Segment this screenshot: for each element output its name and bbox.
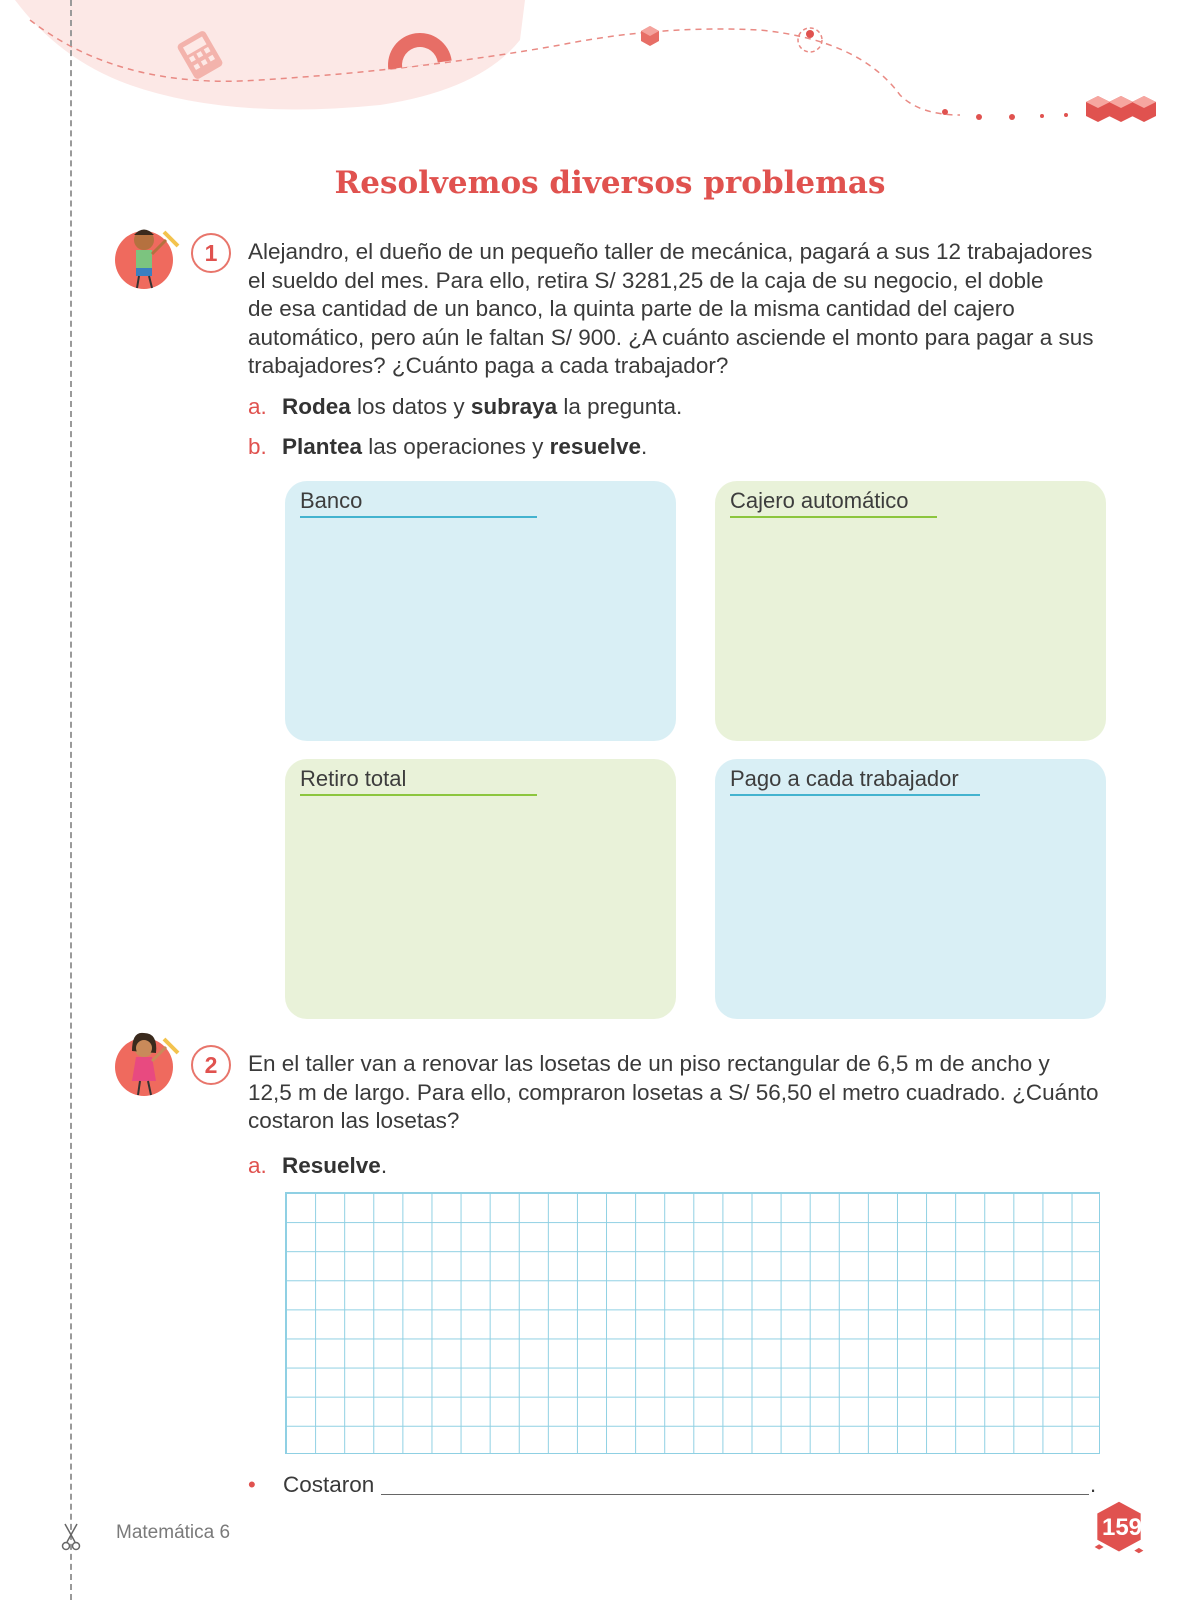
item-text: los datos y bbox=[350, 394, 471, 419]
item-text: . bbox=[380, 1153, 388, 1178]
box-label: Cajero automático bbox=[730, 488, 937, 518]
box-label: Banco bbox=[300, 488, 537, 518]
header-decoration bbox=[0, 0, 1193, 130]
page-number: 159 bbox=[1101, 1514, 1143, 1541]
item-verb: Plantea bbox=[282, 434, 363, 459]
work-grid[interactable] bbox=[285, 1192, 1100, 1454]
item-text: la pregunta. bbox=[557, 394, 683, 419]
scissors-icon bbox=[60, 1522, 82, 1552]
problem-1-item-a bbox=[248, 394, 682, 420]
cube-icon bbox=[641, 26, 659, 46]
student-boy-icon bbox=[112, 218, 190, 292]
problem-1-line: de esa cantidad de un banco, la quinta parte de la misma cantidad del cajero bbox=[248, 296, 1015, 321]
student-girl-icon bbox=[112, 1025, 190, 1099]
item-letter: a. bbox=[248, 1153, 267, 1178]
problem-2-line: En el taller van a renovar las losetas de un piso rectangular de 6,5 m de ancho y bbox=[248, 1051, 1050, 1076]
problem-1-line: el sueldo del mes. Para ello, retira S/ 3281,25 de la caja de su negocio, el doble bbox=[248, 267, 1044, 293]
answer-costaron bbox=[248, 1472, 374, 1498]
box-label: Pago a cada trabajador bbox=[730, 766, 980, 796]
problem-1-line: trabajadores? ¿Cuánto paga a cada trabajador? bbox=[248, 353, 729, 378]
item-verb: Resuelve bbox=[282, 1153, 381, 1178]
problem-2-text bbox=[248, 1050, 1128, 1136]
answer-end: . bbox=[1090, 1472, 1097, 1497]
box-label: Retiro total bbox=[300, 766, 537, 796]
problem-1-line: automático, pero aún le faltan S/ 900. ¿A cuánto asciende el monto para pagar a sus bbox=[248, 324, 1094, 350]
item-letter: a. bbox=[248, 394, 267, 419]
item-verb: Rodea bbox=[282, 394, 351, 419]
cubes-icon bbox=[1086, 96, 1156, 122]
item-verb: subraya bbox=[470, 394, 558, 419]
cut-line bbox=[70, 0, 72, 1600]
answer-box-retiro-total[interactable] bbox=[285, 759, 676, 1019]
problem-2-line: 12,5 m de largo. Para ello, compraron losetas a S/ 56,50 el metro cuadrado. ¿Cuánto bbox=[248, 1079, 1099, 1105]
item-verb: resuelve bbox=[549, 434, 641, 459]
item-text: las operaciones y bbox=[362, 434, 550, 459]
problem-1-item-b bbox=[248, 434, 647, 460]
item-letter: b. bbox=[248, 434, 267, 459]
item-text: . bbox=[640, 434, 648, 459]
problem-number-1: 1 bbox=[191, 233, 231, 273]
answer-line[interactable] bbox=[381, 1494, 1089, 1495]
answer-box-cajero[interactable] bbox=[715, 481, 1106, 741]
answer-label: Costaron bbox=[283, 1472, 375, 1497]
problem-2-item-a bbox=[248, 1153, 387, 1179]
problem-1-text bbox=[248, 238, 1128, 381]
answer-box-banco[interactable] bbox=[285, 481, 676, 741]
footer-book-title: Matemática 6 bbox=[116, 1522, 231, 1543]
bullet: • bbox=[248, 1472, 256, 1497]
problem-2-line: costaron las losetas? bbox=[248, 1108, 460, 1133]
problem-1-line: Alejandro, el dueño de un pequeño taller de mecánica, pagará a sus 12 trabajadores bbox=[248, 239, 1093, 264]
problem-number-2: 2 bbox=[191, 1045, 231, 1085]
page-title: Resolvemos diversos problemas bbox=[334, 165, 886, 201]
answer-box-pago[interactable] bbox=[715, 759, 1106, 1019]
